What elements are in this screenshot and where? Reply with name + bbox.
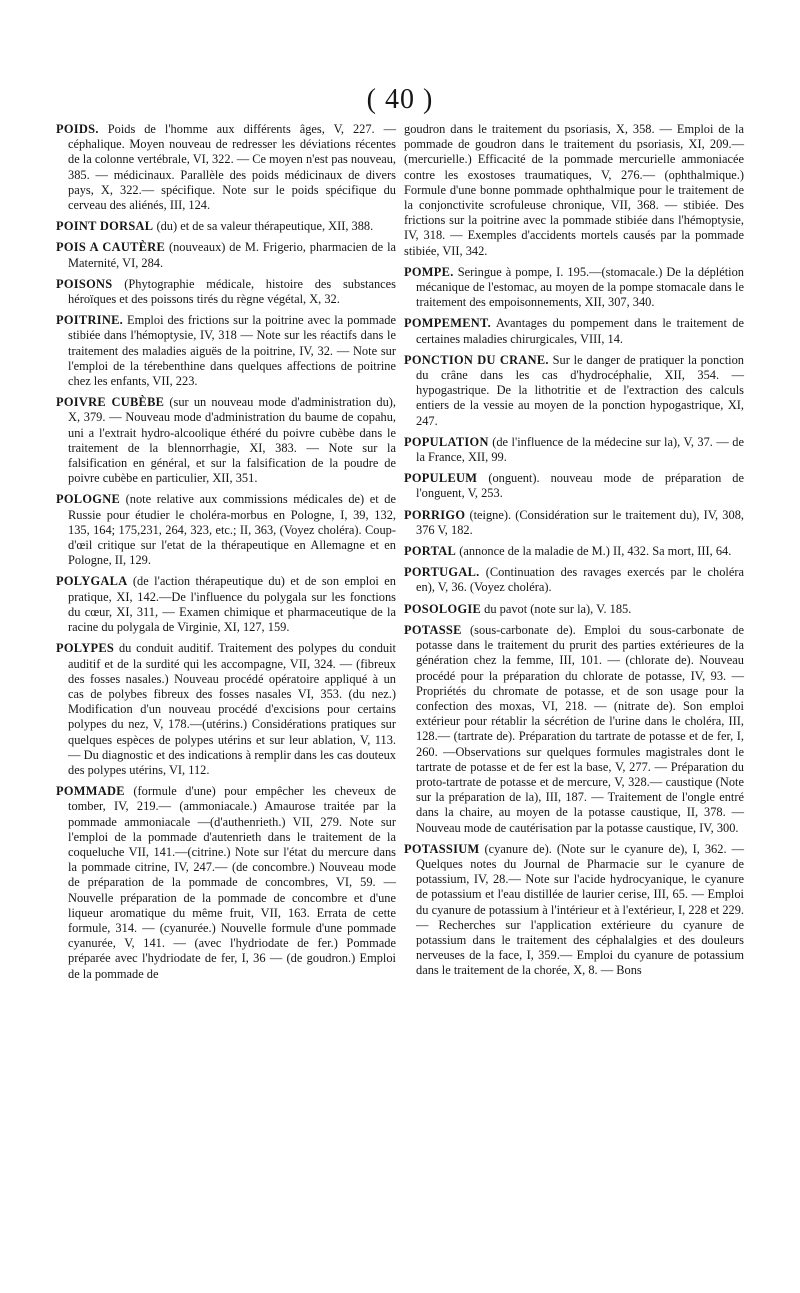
entry-headword: PORTAL bbox=[404, 544, 457, 559]
entry-headword: POIDS. bbox=[56, 122, 99, 136]
index-entry bbox=[404, 435, 744, 465]
entry-text: (Continuation des ravages exercés par le choléra en), V, 36. (Voyez choléra). bbox=[416, 565, 744, 595]
entry-headword: POLYGALA bbox=[56, 574, 128, 589]
index-entry bbox=[404, 471, 744, 501]
left-column bbox=[56, 122, 396, 988]
entry-text: (de l'action thérapeutique du) et de son emploi en pratique, XI, 142.—De l'influence du polygala sur les fonctions du cœur, XI, 311, — Examen chimique et pharmaceutique de la racine du polygala de Virginie, XI, 127, 159. bbox=[68, 574, 396, 635]
entry-text: (sur un nouveau mode d'administration du), X, 379. — Nouveau mode d'administration du baume de copahu, uni a l'extrait hydro-alcoolique éthéré du poivre cubèbe dans le traitement de la blennorrhagie, XI, 383. — Note sur la falsification en général, et sur la falsification de la poudre de poivre cubèbe en particulier, XII, 351. bbox=[68, 395, 396, 486]
entry-text: Poids de l'homme aux différents âges, V, 227. — céphalique. Moyen nouveau de redresser les déviations récentes de la colonne vertébrale, VI, 322. — Ce moyen n'est pas nouveau, 385. — médicinaux. Parallèle des poids médicinaux de divers pays, X, 322.— spécifique. Note sur le poids spécifique du cerveau des aliénés, III, 124. bbox=[68, 122, 396, 213]
entry-text: (formule d'une) pour empêcher les cheveux de tomber, IV, 219.— (ammoniacale.) Amaurose traitée par la pommade ammoniacale —(d'authenrieth.) VII, 279. Note sur l'emploi de la pommade d'autenrieth dans le traitement de la coqueluche VII, 141.—(citrine.) Note sur l'état du mercure dans la pommade citrine, IV, 247.— (de concombre.) Nouveau mode de préparation de la pommade de concombres, VI, 59. — Nouvelle préparation de la pommade de concombre et d'une liqueur aromatique du même fruit, VII, 163. Errata de cette formule, 314. — (cyanurée.) Nouvelle formule d'une pommade cyanurée, V, 141. — (avec l'hydriodate de fer.) Pommade préparée avec l'hydriodate de fer, I, 36 — (de goudron.) Emploi de la pommade de bbox=[68, 784, 397, 981]
index-entry bbox=[56, 492, 396, 568]
index-entry bbox=[56, 277, 396, 307]
entry-text: (de l'influence de la médecine sur la), V, 37. — de la France, XII, 99. bbox=[416, 434, 744, 465]
index-entry bbox=[56, 784, 396, 982]
index-entry bbox=[404, 508, 744, 538]
index-entry bbox=[56, 219, 396, 234]
page-number: ( 40 ) bbox=[366, 84, 434, 115]
entry-headword: PORRIGO bbox=[404, 507, 466, 522]
entry-headword: PONCTION DU CRANE. bbox=[404, 352, 549, 367]
index-entry bbox=[404, 265, 744, 311]
entry-headword: POMMADE bbox=[56, 784, 125, 799]
index-entry bbox=[404, 544, 744, 559]
entry-headword: POMPEMENT. bbox=[404, 316, 492, 331]
entry-text: du pavot (note sur la), V. 185. bbox=[484, 601, 632, 616]
entry-headword: POITRINE. bbox=[56, 313, 124, 328]
entry-headword: POMPE. bbox=[404, 264, 454, 279]
index-entry bbox=[56, 641, 396, 778]
entry-text: Seringue à pompe, I. 195.—(stomacale.) De la déplétion mécanique de l'estomac, au moyen de la pompe stomacale dans le traitement des empoisonnements, XII, 307, 340. bbox=[416, 264, 744, 310]
index-entry bbox=[404, 122, 744, 259]
entry-text: Sur le danger de pratiquer la ponction du crâne dans les cas d'hydrocéphalie, XII, 354. — hypogastrique. De la lithotritie et de l'extraction des calculs entiers de la vessie au moyen de la ponction hypogastrique, XI, 247. bbox=[416, 352, 744, 428]
entry-text: goudron dans le traitement du psoriasis, X, 358. — Emploi de la pommade de goudron dans le traitement du psoriasis, XI, 209.—(mercurielle.) Efficacité de la pommade mercurielle ammoniacée contre les exostoses traumatiques, V, 276.— (ophthalmique.) Formule d'une bonne pommade ophthalmique pour le traitement de la conjonctivite scrofuleuse chronique, VII, 368. — stibiée. Des frictions sur la poitrine avec la pommade stibiée dans l'hémoptysie, IV, 318. — Exemples d'accidents mortels causés par la pommade stibiée, VII, 342. bbox=[404, 122, 744, 258]
index-entry bbox=[56, 122, 396, 213]
index-entry bbox=[56, 240, 396, 270]
entry-text: (note relative aux commissions médicales de) et de Russie pour étudier le choléra-morbus en Pologne, I, 39, 132, 135, 164; 175,231, 264, 323, etc.; II, 363, (Voyez choléra). Coup-d'œil critique sur l'etat de la thérapeutique en Allemagne et en Pologne, II, 129. bbox=[68, 492, 396, 568]
entry-text: Emploi des frictions sur la poitrine avec la pommade stibiée dans l'hémoptysie, IV, 318 — Note sur les réactifs dans le traitement des maladies aiguës de la poitrine, IV, 32. — Note sur l'emploi de la térebenthine dans quelques affections de poitrine chez les enfants, VII, 223. bbox=[68, 313, 396, 389]
right-column bbox=[404, 122, 744, 985]
entry-headword: POSOLOGIE bbox=[404, 601, 482, 616]
entry-text: (annonce de la maladie de M.) II, 432. Sa mort, III, 64. bbox=[459, 544, 732, 559]
entry-text: du conduit auditif. Traitement des polypes du conduit auditif et de la surdité qui les accompagne, VII, 324. — (fibreux des fosses nasales.) Nouveau procédé opératoire appliqué à un cas de polybes fibreux des fosses nasales VI, 353. (du nez.) Modification d'un nouveau procédé d'excisions pour certains polypes du nez, V, 178.—(utérins.) Considérations pratiques sur quelques espèces de polypes utérins et sur leur ablation, V, 113. — Du diagnostic et des indications à remplir dans les cas douteux des polypes utérins, VI, 112. bbox=[68, 641, 396, 777]
index-entry bbox=[404, 602, 744, 617]
entry-headword: PORTUGAL. bbox=[404, 565, 480, 580]
index-entry bbox=[56, 313, 396, 389]
index-entry bbox=[404, 353, 744, 429]
entry-headword: POPULEUM bbox=[404, 471, 478, 486]
index-entry bbox=[404, 316, 744, 346]
entry-text: (Phytographie médicale, histoire des substances héroïques et des poissons tirés du règne végétal, X, 32. bbox=[68, 276, 396, 307]
entry-headword: POPULATION bbox=[404, 434, 489, 449]
entry-text: (teigne). (Considération sur le traitement du), IV, 308, 376 V, 182. bbox=[416, 507, 744, 537]
entry-headword: POIVRE CUBÈBE bbox=[56, 395, 165, 410]
entry-headword: POLOGNE bbox=[56, 492, 121, 507]
entry-text: (onguent). nouveau mode de préparation de l'onguent, V, 253. bbox=[416, 471, 744, 501]
index-entry bbox=[404, 565, 744, 595]
entry-headword: POTASSIUM bbox=[404, 841, 480, 856]
entry-text: (nouveaux) de M. Frigerio, pharmacien de la Maternité, VI, 284. bbox=[68, 240, 397, 270]
entry-headword: POINT DORSAL bbox=[56, 219, 154, 234]
index-entry bbox=[404, 623, 744, 836]
entry-headword: POISONS bbox=[56, 276, 113, 291]
index-entry bbox=[56, 574, 396, 635]
entry-text: (du) et de sa valeur thérapeutique, XII, 388. bbox=[156, 219, 374, 234]
index-entry bbox=[404, 842, 744, 979]
entry-text: (cyanure de). (Note sur le cyanure de), I, 362. — Quelques notes du Journal de Pharmacie sur le cyanure de potassium, IV, 28.— Note sur l'acide hydrocyanique, le cyanure de potassium et l'eau distillée de laurier cerise, III, 65. — Emploi du cyanure de potassium à l'intérieur et à l'extérieur, I, 228 et 229. — Recherches sur l'application extérieure du cyanure de potassium dans le traitement des céphalalgies et des douleurs nerveuses de la face, I, 359.— Emploi du cyanure de potassium dans le traitement de la chorée, X, 8. — Bons bbox=[416, 841, 744, 978]
entry-headword: POLYPES bbox=[56, 641, 115, 656]
entry-headword: POIS A CAUTÈRE bbox=[56, 240, 166, 255]
entry-text: Avantages du pompement dans le traitement de certaines maladies chirurgicales, VIII, 14. bbox=[416, 316, 744, 346]
index-entry bbox=[56, 395, 396, 486]
entry-text: (sous-carbonate de). Emploi du sous-carbonate de potasse dans le traitement du prurit des parties extérieures de la génération chez la femme, III, 101. — (chlorate de). Nouveau procédé pour la préparation du chlorate de potasse, IV, 93. — Propriétés du chromate de potasse, et de son usage pour la confection des moxas, VI, 218. — (nitrate de). Son emploi extérieur pour rétablir la sécrétion de l'urine dans le choléra, III, 128.— (tartrate de). Préparation du tartrate de potasse et de fer, I, 260. —Observations sur quelques formules magistrales dont le tartrate de potasse et de fer est la base, V, 277. — Préparation du proto-tartrate de potasse et de mercure, V, 328.— caustique (Note sur la préparation de la), III, 187. — Traitement de l'ongle entré dans la chaire, au moyen de la potasse caustique, II, 378. — Nouveau mode de cautérisation par la potasse caustique, IV, 300. bbox=[416, 622, 744, 835]
entry-headword: POTASSE bbox=[404, 622, 462, 637]
